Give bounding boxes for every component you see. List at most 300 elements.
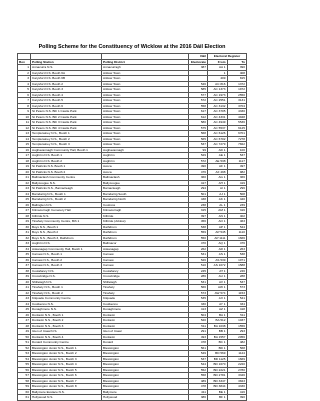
electorate-cell: 245 (189, 268, 208, 274)
polling-district-cell: Arklow Town (102, 70, 189, 76)
page-title: Polling Scheme for the Constituency of Wicklow at the 2016 Dáil Election (38, 44, 226, 50)
register-from-cell: AC 1973 (208, 92, 228, 98)
register-to-cell: 2780 (227, 367, 247, 373)
electorate-cell: 573 (189, 290, 208, 296)
polling-district-cell: Avoca (102, 169, 189, 175)
box-number-cell: 14 (18, 136, 31, 142)
electorate-cell: 470 (189, 241, 208, 247)
register-to-cell: 2220 (227, 362, 247, 368)
polling-station-cell: Carnew N.S., Booth 1 (31, 252, 102, 258)
polling-district-cell: Shillelagh (102, 279, 189, 285)
box-number-cell: 57 (18, 373, 31, 379)
register-from-cell: BD 3844 (208, 384, 228, 390)
register-to-cell: 476 (227, 241, 247, 247)
polling-district-cell: Kilbride (Arklow) (102, 219, 189, 225)
register-from-cell: AF 498 (208, 169, 228, 175)
electorate-cell: 544 (189, 362, 208, 368)
register-from-cell: 1 (208, 70, 228, 76)
polling-station-cell: Ballycoogue N.S. (31, 180, 102, 186)
polling-station-cell: Templerainey N.S., Booth 3 (31, 142, 102, 148)
register-from-cell: AP 1 (208, 224, 228, 230)
polling-district-cell: Ballinacor (102, 241, 189, 247)
register-to-cell: 1588 (227, 263, 247, 269)
electorate-cell: 520 (189, 318, 208, 324)
polling-district-cell: Arklow Town (102, 92, 189, 98)
polling-station-cell: Coolafancy N.S. (31, 268, 102, 274)
polling-district-cell: Arklow Town (102, 87, 189, 93)
register-from-cell: AI 1 (208, 186, 228, 192)
polling-district-cell: Dunlavin (102, 312, 189, 318)
polling-station-cell: St Peters N.S. Bth 2 Castle Park (31, 114, 102, 120)
box-number-cell: 50 (18, 334, 31, 340)
header-dail: Dáil (189, 54, 208, 60)
polling-station-cell: Kilmacurragh Cemetery Hall (31, 208, 102, 214)
electorate-cell: 511 (189, 323, 208, 329)
box-number-cell: 27 (18, 208, 31, 214)
polling-district-cell: Arklow Town (102, 114, 189, 120)
electorate-cell: 585 (189, 87, 208, 93)
column-header-from: From (208, 59, 228, 65)
register-from-cell: BD 569 (208, 351, 228, 357)
register-from-cell: AT 1 (208, 268, 228, 274)
electorate-cell: 387 (189, 65, 208, 71)
box-number-cell: 40 (18, 279, 31, 285)
register-to-cell: 366 (227, 175, 247, 181)
box-number-cell: 58 (18, 378, 31, 384)
register-from-cell: BD 2221 (208, 367, 228, 373)
register-to-cell: 1666 (227, 235, 247, 241)
register-from-cell: AL 1 (208, 202, 228, 208)
electorate-cell: 501 (189, 191, 208, 197)
polling-district-cell: Ballymore (102, 389, 189, 395)
electorate-cell: 330 (189, 301, 208, 307)
electorate-cell: 438 (189, 197, 208, 203)
electorate-cell: 291 (189, 329, 208, 335)
polling-scheme-table (17, 53, 247, 401)
polling-district-cell: Hollywood (102, 395, 189, 401)
polling-station-cell: Boys N.S., Booth 3, Rathdrum (31, 235, 102, 241)
register-to-cell: 1124 (227, 351, 247, 357)
polling-district-cell: Donaghmore (102, 307, 189, 313)
polling-district-cell: Arklow Town (102, 103, 189, 109)
electorate-cell: 262 (189, 246, 208, 252)
register-to-cell: 440 (227, 197, 247, 203)
register-from-cell: AC 6702 (208, 136, 228, 142)
register-to-cell: 982 (227, 169, 247, 175)
register-to-cell: 100 (227, 147, 247, 153)
register-from-cell: AC 1373 (208, 87, 228, 93)
box-number-cell: 30 (18, 224, 31, 230)
polling-district-cell: Kilquade (102, 296, 189, 302)
box-number-cell: 18 (18, 158, 31, 164)
electorate-cell: 531 (189, 279, 208, 285)
polling-station-cell: Carysfort N.S. Booth 6 (31, 103, 102, 109)
polling-station-cell: Ballinaclash Community Centre (31, 175, 102, 181)
register-to-cell: 544 (227, 224, 247, 230)
box-number-cell: 2 (18, 70, 31, 76)
register-from-cell: AZ 1 (208, 307, 228, 313)
polling-station-cell: Carysfort N.S. Booth 5 (31, 98, 102, 104)
register-from-cell: AX 1 (208, 296, 228, 302)
register-from-cell: BC 1 (208, 340, 228, 346)
electorate-cell: 411 (189, 389, 208, 395)
electorate-cell: 572 (189, 158, 208, 164)
register-to-cell: 497 (227, 164, 247, 170)
register-to-cell: 416 (227, 389, 247, 395)
polling-station-cell: St Peters N.S. Bth 4 Castle Park (31, 125, 102, 131)
polling-station-cell: Boys N.S., Booth 2 (31, 230, 102, 236)
box-number-cell: 56 (18, 367, 31, 373)
box-number-cell: 45 (18, 307, 31, 313)
register-from-cell: AP 545 (208, 230, 228, 236)
box-number-cell: 7 (18, 98, 31, 104)
polling-station-cell: Tinahely N.S., Booth 2 (31, 290, 102, 296)
register-to-cell: 538 (227, 252, 247, 258)
register-from-cell: AS 539 (208, 257, 228, 263)
box-number-cell: 44 (18, 301, 31, 307)
polling-district-cell: Aughrim (102, 153, 189, 159)
electorate-cell: 575 (189, 125, 208, 131)
box-number-cell: 28 (18, 213, 31, 219)
register-from-cell: BD 1670 (208, 362, 228, 368)
box-number-cell: 55 (18, 362, 31, 368)
polling-district-cell: Blessington (102, 378, 189, 384)
polling-district-cell: Arklow Town (102, 109, 189, 115)
box-number-cell: 15 (18, 142, 31, 148)
register-to-cell: 390 (227, 395, 247, 401)
polling-district-cell: Blessington (102, 362, 189, 368)
polling-station-cell: Donard Community Centre (31, 340, 102, 346)
register-from-cell: AC 7279 (208, 142, 228, 148)
register-from-cell: AW 1 (208, 285, 228, 291)
register-to-cell: 7278 (227, 136, 247, 142)
register-to-cell: 296 (227, 186, 247, 192)
polling-district-cell: Barndarrig South (102, 191, 189, 197)
box-number-cell: 19 (18, 164, 31, 170)
polling-station-cell: Carysfort N.S. Booth 3 (31, 87, 102, 93)
box-number-cell: 43 (18, 296, 31, 302)
register-to-cell: 7822 (227, 142, 247, 148)
register-to-cell: 3704 (227, 103, 247, 109)
register-from-cell: AD 1 (208, 147, 228, 153)
box-number-cell: 11 (18, 120, 31, 126)
register-from-cell: AM 1 (208, 208, 228, 214)
register-to-cell: 482 (227, 340, 247, 346)
electorate-cell: 413 (189, 307, 208, 313)
box-number-cell: 23 (18, 186, 31, 192)
polling-station-cell: Askanagap Community Hall, Booth 1 (31, 246, 102, 252)
electorate-cell: 558 (189, 103, 208, 109)
register-from-cell: AV 1 (208, 279, 228, 285)
electorate-cell: 386 (189, 395, 208, 401)
register-to-cell: 6125 (227, 125, 247, 131)
column-header-polling-district: Polling District (102, 59, 189, 65)
register-to-cell: 463 (227, 219, 247, 225)
register-to-cell: 573 (227, 285, 247, 291)
register-from-cell: AR 1 (208, 246, 228, 252)
register-from-cell: AP 1111 (208, 235, 228, 241)
register-to-cell: 419 (227, 180, 247, 186)
polling-district-cell: Tinahely (102, 290, 189, 296)
electorate-cell: 612 (189, 114, 208, 120)
polling-station-cell: Dunlavin N.S., Booth 2 (31, 318, 102, 324)
polling-station-cell: Carysfort N.S. Booth 2 (31, 81, 102, 87)
register-to-cell: 1117 (227, 158, 247, 164)
box-number-cell: 52 (18, 345, 31, 351)
register-to-cell: 334 (227, 301, 247, 307)
polling-station-cell: Carnew N.S., Booth 2 (31, 257, 102, 263)
polling-station-cell: Aughrim N.S. (31, 241, 102, 247)
electorate-cell: 552 (189, 367, 208, 373)
box-number-cell: 21 (18, 175, 31, 181)
box-number-cell: 5 (18, 87, 31, 93)
electorate-cell: 476 (189, 169, 208, 175)
polling-station-cell: Ballinglen N.S. (31, 202, 102, 208)
polling-station-cell: St Patricks N.S. Booth 1 (31, 164, 102, 170)
polling-district-cell: Barnacleagh (102, 186, 189, 192)
register-from-cell: BA 512 (208, 318, 228, 324)
polling-district-cell: Arklow Town (102, 120, 189, 126)
polling-district-cell: Blessington (102, 345, 189, 351)
electorate-cell: 565 (189, 136, 208, 142)
register-from-cell: AC 6126 (208, 131, 228, 137)
register-to-cell: 4330 (227, 109, 247, 115)
polling-station-cell: Hollywood N.S. (31, 395, 102, 401)
electorate-cell: 360 (189, 175, 208, 181)
box-number-cell: 34 (18, 246, 31, 252)
polling-station-cell: Donaghmore N.S. (31, 307, 102, 313)
register-to-cell: 2056 (227, 334, 247, 340)
register-to-cell: 568 (227, 345, 247, 351)
electorate-cell: 510 (189, 263, 208, 269)
electorate-cell: 568 (189, 131, 208, 137)
box-number-cell: 39 (18, 274, 31, 280)
box-number-cell: 37 (18, 263, 31, 269)
register-to-cell: 239 (227, 202, 247, 208)
polling-station-cell: Carnew N.S., Booth 3 (31, 263, 102, 269)
box-number-cell: 32 (18, 235, 31, 241)
box-number-cell: 41 (18, 285, 31, 291)
register-to-cell: 263 (227, 246, 247, 252)
polling-district-cell: Crossbridge (102, 274, 189, 280)
box-number-cell: 54 (18, 356, 31, 362)
header-electoral-register: Electoral Register (208, 54, 247, 60)
polling-station-cell: Coolkenno N.S. (31, 301, 102, 307)
box-number-cell: 12 (18, 125, 31, 131)
register-from-cell: AY 1 (208, 301, 228, 307)
polling-station-cell: Dunlavin N.S., Booth 4 (31, 334, 102, 340)
register-from-cell: AC 2551 (208, 98, 228, 104)
register-from-cell: AJ 1 (208, 191, 228, 197)
polling-station-cell: St Peters N.S. Bth 1 Castle Park (31, 109, 102, 115)
box-number-cell: 38 (18, 268, 31, 274)
electorate-cell: 535 (189, 296, 208, 302)
electorate-cell: 561 (189, 345, 208, 351)
electorate-cell: 566 (189, 285, 208, 291)
polling-station-cell: Blessington Junior N.S., Booth 8 (31, 384, 102, 390)
register-from-cell: AS 1072 (208, 263, 228, 269)
electorate-cell: 572 (189, 98, 208, 104)
polling-district-cell: Rathdrum (102, 230, 189, 236)
electorate-cell: 558 (189, 373, 208, 379)
electorate-cell: 537 (189, 356, 208, 362)
polling-district-cell: Dunlavin (102, 334, 189, 340)
polling-district-cell: Ballycoogue (102, 180, 189, 186)
polling-district-cell: Arklow Town (102, 136, 189, 142)
register-from-cell: AN 1 (208, 213, 228, 219)
register-from-cell: AH 1 (208, 180, 228, 186)
polling-station-cell: St Patricks N.S. Booth 2 (31, 169, 102, 175)
electorate-cell: 537 (189, 142, 208, 148)
register-from-cell: BF 1 (208, 395, 228, 401)
box-number-cell: 51 (18, 340, 31, 346)
polling-district-cell: Carnew (102, 263, 189, 269)
box-number-cell: 13 (18, 131, 31, 137)
register-to-cell: 293 (227, 329, 247, 335)
register-from-cell: BD 3347 (208, 378, 228, 384)
polling-station-cell: Boys N.S., Booth 1 (31, 224, 102, 230)
register-from-cell: AO 1 (208, 219, 228, 225)
register-from-cell: AE 1 (208, 153, 228, 159)
polling-district-cell: Coolkenno (102, 301, 189, 307)
table-row (18, 395, 247, 401)
polling-station-cell: Aughrim N.S. Booth 1 (31, 153, 102, 159)
polling-district-cell: Coolross (102, 202, 189, 208)
polling-district-cell: Rathdrum (102, 224, 189, 230)
electorate-cell: 417 (189, 180, 208, 186)
register-to-cell: 246 (227, 268, 247, 274)
box-number-cell: 48 (18, 323, 31, 329)
electorate-cell: 489 (189, 378, 208, 384)
polling-district-cell: Arklow Town (102, 76, 189, 82)
polling-district-cell: Glen of Imaal (102, 329, 189, 335)
register-to-cell: 1372 (227, 81, 247, 87)
column-header-box: Box (18, 59, 31, 65)
register-from-cell: BD 2781 (208, 373, 228, 379)
register-from-cell: BD 1125 (208, 356, 228, 362)
box-number-cell: 6 (18, 92, 31, 98)
register-to-cell: 3843 (227, 378, 247, 384)
polling-station-cell: Dunlavin N.S., Booth 1 (31, 312, 102, 318)
register-to-cell: 4948 (227, 114, 247, 120)
electorate-cell: 286 (189, 274, 208, 280)
register-from-cell: BD 1 (208, 345, 228, 351)
polling-station-cell: Dunlavin N.S., Booth 3 (31, 323, 102, 329)
polling-station-cell: Crossbridge N.S. (31, 274, 102, 280)
polling-district-cell: Aughavannagh (102, 147, 189, 153)
electorate-cell: 493 (189, 334, 208, 340)
polling-district-cell: Blessington (102, 367, 189, 373)
box-number-cell: 47 (18, 318, 31, 324)
polling-station-cell: Shillelagh N.S. (31, 279, 102, 285)
polling-district-cell: Aughrim (102, 158, 189, 164)
polling-district-cell: Arklow Town (102, 125, 189, 131)
box-number-cell: 20 (18, 169, 31, 175)
register-from-cell: AU 1 (208, 274, 228, 280)
electorate-cell: 478 (189, 340, 208, 346)
column-header-polling-station: Polling Station (31, 59, 102, 65)
polling-station-cell: Tinahely N.S., Booth 1 (31, 285, 102, 291)
register-from-cell: AW 574 (208, 290, 228, 296)
register-to-cell: 5536 (227, 120, 247, 126)
register-from-cell: BE 1 (208, 389, 228, 395)
polling-station-cell: Blessington Junior N.S., Booth 5 (31, 367, 102, 373)
electorate-cell: 490 (189, 164, 208, 170)
polling-station-cell: Blessington Junior N.S., Booth 2 (31, 351, 102, 357)
polling-station-cell: Carysfort N.S. Booth 4 (31, 92, 102, 98)
polling-station-cell: Carysfort N.S. Booth 6B (31, 76, 102, 82)
column-header-to: To (227, 59, 247, 65)
polling-district-cell: Avoca (102, 164, 189, 170)
register-from-cell: AC 816 (208, 81, 228, 87)
register-to-cell: 537 (227, 153, 247, 159)
column-header-electorate: Electorate (189, 59, 208, 65)
electorate-cell: 550 (189, 235, 208, 241)
polling-district-cell: Carnew (102, 252, 189, 258)
electorate-cell: 549 (189, 351, 208, 357)
register-to-cell: 1669 (227, 356, 247, 362)
polling-district-cell: Barndarrig North (102, 197, 189, 203)
register-from-cell: BA 1 (208, 312, 228, 318)
register-to-cell: 1037 (227, 318, 247, 324)
electorate-cell: 99 (189, 147, 208, 153)
register-from-cell: AQ 1 (208, 241, 228, 247)
polling-station-cell: Ballymore Eustace N.S. (31, 389, 102, 395)
register-to-cell: 1071 (227, 257, 247, 263)
box-number-cell: 46 (18, 312, 31, 318)
register-to-cell: 3346 (227, 373, 247, 379)
register-to-cell: 2550 (227, 92, 247, 98)
polling-district-cell: Askanagap (102, 246, 189, 252)
box-number-cell: 1 (18, 65, 31, 71)
register-to-cell: 3131 (227, 98, 247, 104)
box-number-cell: 8 (18, 103, 31, 109)
polling-station-cell: Blessington Junior N.S., Booth 1 (31, 345, 102, 351)
polling-station-cell: Aughavannagh Community Hall, Booth 1 (31, 147, 102, 153)
box-number-cell: 10 (18, 114, 31, 120)
register-to-cell: 6701 (227, 131, 247, 137)
box-number-cell: 49 (18, 329, 31, 335)
polling-station-cell: Blessington Junior N.S., Booth 3 (31, 356, 102, 362)
polling-station-cell: Aughrim N.S. Booth 2 (31, 158, 102, 164)
register-to-cell: 815 (227, 76, 247, 82)
electorate-cell: 478 (189, 384, 208, 390)
electorate-cell: 538 (189, 224, 208, 230)
electorate-cell: 456 (189, 219, 208, 225)
polling-station-cell: Annacurra N.S. (31, 65, 102, 71)
register-to-cell: 390 (227, 65, 247, 71)
polling-district-cell: Blessington (102, 351, 189, 357)
register-to-cell: 537 (227, 279, 247, 285)
polling-district-cell: Dunlavin (102, 318, 189, 324)
polling-district-cell: Kilmacurragh (102, 208, 189, 214)
polling-station-cell: St Patricks N.S., Barnacleagh (31, 186, 102, 192)
register-from-cell: AC 3132 (208, 103, 228, 109)
box-number-cell: 36 (18, 257, 31, 263)
box-number-cell: 4 (18, 81, 31, 87)
electorate-cell: 397 (189, 213, 208, 219)
polling-district-cell: Coolafancy (102, 268, 189, 274)
register-from-cell: BB 1 (208, 329, 228, 335)
polling-district-cell: Blessington (102, 373, 189, 379)
register-to-cell: 288 (227, 274, 247, 280)
register-from-cell: AF 1 (208, 164, 228, 170)
register-to-cell: 511 (227, 312, 247, 318)
polling-district-cell: Carnew (102, 257, 189, 263)
box-number-cell: 60 (18, 389, 31, 395)
box-number-cell: 25 (18, 197, 31, 203)
electorate-cell: 529 (189, 153, 208, 159)
